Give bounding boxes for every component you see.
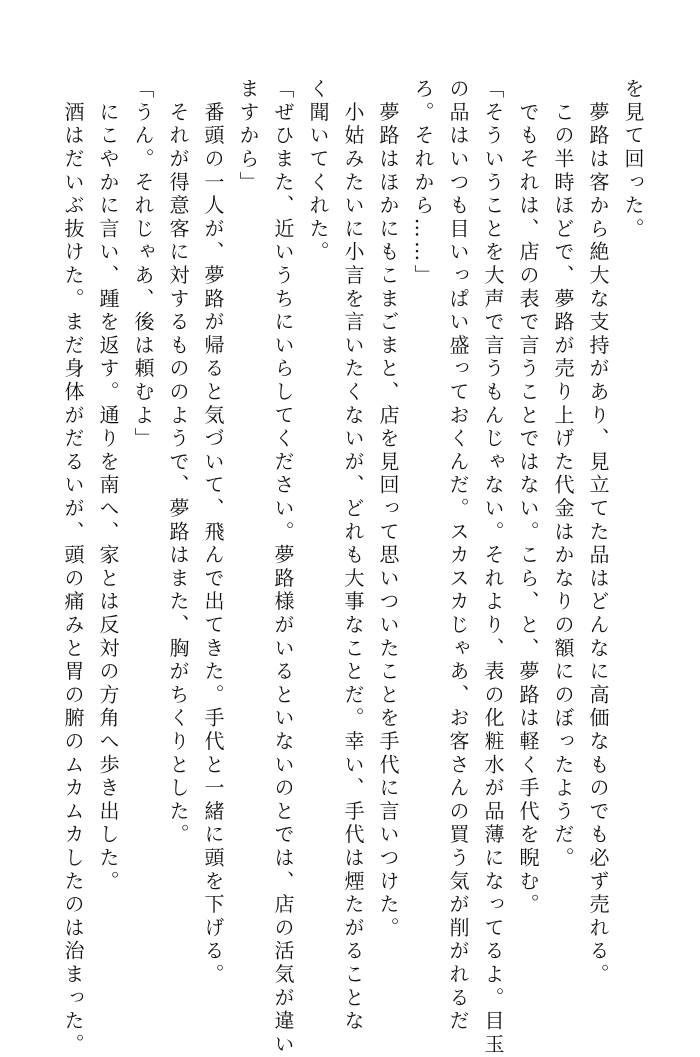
- text-line: 「ぜひまた、近いうちにいらしてください。夢路様がいるといないのとでは、店の活気が違い: [271, 78, 295, 1057]
- text-line: 夢路は客から絶大な支持があり、見立てた品はどんなに高価なものでも必ず売れる。: [586, 78, 610, 987]
- text-line: それが得意客に対するもののようで、夢路はまた、胸がちくりとした。: [166, 78, 190, 847]
- text-line: 「そういうことを大声で言うもんじゃない。それより、表の化粧水が品薄になってるよ。目玉: [481, 78, 505, 1057]
- text-line: 小姑みたいに小言を言いたくないが、どれも大事なことだ。幸い、手代は煙たがることな: [341, 78, 365, 1034]
- text-line: 酒はだいぶ抜けた。まだ身体がだるいが、頭の痛みと胃の腑のムカムカしたのは治まった。: [61, 78, 85, 1057]
- text-line: の品はいつも目いっぱい盛っておくんだ。スカスカじゃあ、お客さんの買う気が削がれるだ: [446, 78, 470, 1034]
- text-line: でもそれは、店の表で言うことではない。こら、と、夢路は軽く手代を睨む。: [516, 78, 540, 917]
- text-line: ろ。それから……」: [411, 78, 435, 288]
- text-line: 番頭の一人が、夢路が帰ると気づいて、飛んで出てきた。手代と一緒に頭を下げる。: [201, 78, 225, 987]
- text-line: 夢路はほかにもこまごまと、店を見回って思いついたことを手代に言いつけた。: [376, 78, 400, 941]
- text-line: この半時ほどで、夢路が売り上げた代金はかなりの額にのぼったようだ。: [551, 78, 575, 871]
- text-line: を見て回った。: [621, 78, 645, 242]
- text-line: 「うん。それじゃあ、後は頼むよ」: [131, 78, 155, 451]
- text-line: ますから」: [236, 78, 260, 195]
- text-line: く聞いてくれた。: [306, 78, 330, 265]
- text-line: にこやかに言い、踵を返す。通りを南へ、家とは反対の方角へ歩き出した。: [96, 78, 120, 894]
